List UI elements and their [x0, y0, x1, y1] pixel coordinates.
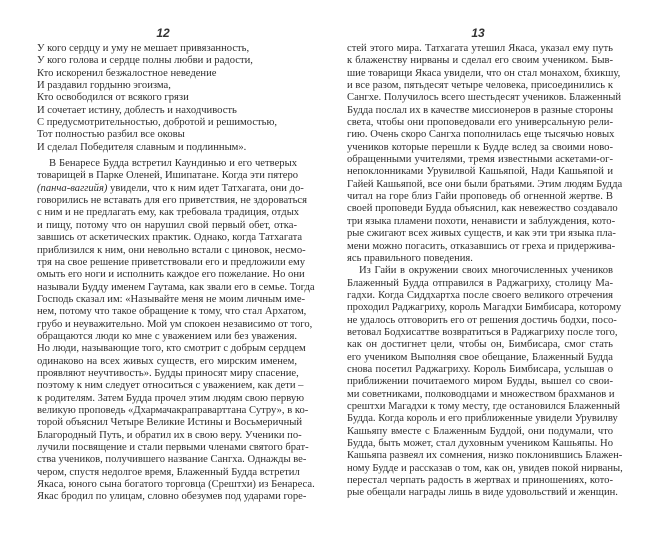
text-line: одинаково на всех живых существ, его мирским именем,	[37, 355, 297, 367]
text-line: стей этого мира. Татхагата утешил Якаса, указал ему путь	[347, 43, 613, 54]
text-line: рые обещали награды лишь в виде удовольствий и женщин.	[347, 487, 618, 499]
text-line: ми советниками, полководцами и множеством брахманов и	[347, 388, 615, 400]
text-line: великую проповедь «Дхармачакраправарттана Сутру», в ко-	[37, 404, 309, 416]
paragraph	[347, 265, 623, 500]
text-line: срештхи Магадхи к тому месту, где остановился Блаженный	[347, 400, 621, 412]
text-line: снова посетил Раджагриху. Король Бимбисара, услышав о	[347, 363, 613, 375]
text-line: называли Будду именем Гаутама, как звали его в семье. Тогда	[37, 281, 315, 293]
text-line: и пищу, потому что он нарушил свой первый обет, отка-	[37, 219, 297, 231]
text-line: Будда. Когда король и его приближенные увидели Урувилву	[347, 413, 618, 425]
text-line: Благородный Путь, и обратил их в свою веру. Ученики по-	[37, 429, 302, 441]
text-line: Сангхе. Получилось всего шестьдесят учеников. Блаженный	[347, 92, 622, 104]
text-line: к родителям. Затем Будда прочел этим людям свою первую	[37, 392, 305, 404]
text-line: В Бенаресе Будда встретил Каундинью и его четверых	[49, 158, 297, 170]
italic-term: (панча-ваггийя)	[37, 182, 108, 194]
paragraph	[37, 158, 315, 504]
text-line: Но люди, называющие того, кто смотрит с добрым сердцем	[37, 343, 306, 355]
text-line: Якаса, юного сына богатого торговца (Срештхи) из Бенареса.	[37, 479, 315, 491]
text-line: с ним и не предлагать ему, как требовала традиция, отдых	[37, 207, 300, 219]
text-line: ному Будде и рассказав о том, как он, увидев покой нирваны,	[347, 462, 623, 474]
text-line: и все разом, пятьдесят четыре человека, присоединились к	[347, 80, 613, 92]
paragraph	[347, 43, 623, 265]
text-line: перестал черпать радость в жертвах и приношениях, кото-	[347, 475, 613, 487]
text-line-with-italic: (панча-ваггийя) увидели, что к ним идет Татхагата, они до-	[37, 182, 304, 194]
left-page	[0, 0, 322, 540]
text-line: читал на горе близ Гайи проповедь об огненной жертве. В	[347, 191, 613, 203]
text-line: нем, потому что такое обращение к тому, что стал Архатом,	[37, 306, 307, 318]
text-line: своей проповеди Будда объяснил, как невежество создавало	[347, 203, 618, 215]
text-line: Гайей Кашьяпой, все они были братьями. Этим людям Будда	[347, 178, 623, 190]
poem-line: И раздавил гордыню эгоизма,	[37, 80, 171, 92]
text-line: не удалось отговорить его от решения достичь бодхи, посо-	[347, 314, 617, 326]
right-page	[322, 0, 647, 540]
poem-stanza	[37, 43, 297, 154]
text-line: учеников которые перешли к Будде вслед за своими ново-	[347, 141, 613, 153]
text-line: грубо и неуважительно. Мой ум спокоен независимо от того,	[37, 318, 313, 330]
text-line: чером, спустя недолгое время, Блаженный Будда встретил	[37, 466, 300, 478]
text-line: ветовал Бодхисаттве возвратиться в Раджагриху после того,	[347, 326, 618, 338]
text-line: света, чтобы они проповедовали его универсальную рели-	[347, 117, 613, 129]
text-line: три языка пламени похоти, ненависти и заблуждения, кото-	[347, 215, 616, 227]
text-line: Кашьяпа развеял их сомнения, низко поклонившись Блажен-	[347, 450, 623, 462]
text-line: Будда послал их в качестве миссионеров в разные стороны	[347, 104, 614, 116]
poem-line: Кто искоренил безжалостное неведение	[37, 67, 217, 79]
text-line: рые сжигают всех живых существ, и как эти три языка пла-	[347, 228, 616, 240]
page-number-left: 12	[156, 26, 170, 40]
text-line: приближении почитаемого миром Будды, вышел со свои-	[347, 376, 613, 388]
text-line: омыть его ноги и исполнить каждое его пожелание. Но они	[37, 269, 305, 281]
text-line: тря на свое решение приветствовали его и предложили ему	[37, 256, 305, 268]
right-page-text	[347, 43, 623, 500]
text-line: приблизился к ним, они невольно встали с циновок, несмо-	[37, 244, 306, 256]
text-line: проходил Раджагриху, король Магадхи Бимбисара, которому	[347, 302, 622, 314]
text-line: Господь сказал им: «Называйте меня не моим личным име-	[37, 293, 306, 305]
page-number-right: 13	[471, 26, 485, 40]
text-line: Будда, быть может, стал духовным учеником Кашьяпы. Но	[347, 438, 613, 449]
text-line: обращаются люди ко мне с уважением или без уважения.	[37, 330, 297, 342]
poem-line: И сделал Победителя славным и подлинным».	[37, 141, 247, 153]
text-line: к блаженству нирваны и сделал его своим учеником. Быв-	[347, 55, 613, 67]
poem-line: У кого голова и сердце полны любви и радости,	[37, 55, 253, 67]
text-line: гию. Очень скоро Сангха пополнилась еще тысячью новых	[347, 129, 615, 141]
text-line: торой объяснил Четыре Великие Истины и Восьмеричный	[37, 417, 303, 429]
poem-line: И сочетает истину, доблесть и находчивость	[37, 104, 237, 116]
text-line: проявляют неучтивость». Будды приносят миру спасение,	[37, 367, 299, 379]
text-line: обращенными учителями, тремя известными аскетами-ог-	[347, 154, 613, 166]
text-line: поэтому к ним следует относиться с уважением, как дети –	[37, 380, 304, 392]
text-line: товарищей в Парке Оленей, Ишипатане. Когда эти пятеро	[37, 170, 299, 182]
text-line: лучили посвящение и стали первыми членами святого брат-	[37, 442, 309, 453]
text-line: Из Гайи в окружении своих многочисленных учеников	[359, 265, 613, 277]
text-line: как он достигнет цели, чтобы он, Бимбисара, смог стать	[347, 339, 613, 351]
poem-line: С предусмотрительностью, добротой и решимостью,	[37, 117, 278, 129]
text-line: ясь правильного поведения.	[347, 252, 473, 264]
poem-line: Кто освободился от всякого грязи	[37, 92, 189, 104]
text-line: мени можно погасить, отказавшись от греха и придержива-	[347, 240, 616, 252]
text-line: завшись от аскетических практик. Однако, когда Татхагата	[37, 232, 303, 244]
text-line: гадхи. Когда Сиддхартха после своего великого отречения	[347, 289, 613, 301]
text-line: Кашьяпу вместе с Блаженным Буддой, они подумали, что	[347, 425, 613, 437]
poem-line: У кого сердцу и уму не мешает привязанность,	[37, 43, 250, 54]
text-line: Якас бродил по улицам, словно обезумев под ударами горе-	[37, 491, 307, 503]
text-line: Блаженный Будда отправился в Раджагриху, столицу Ма-	[347, 277, 613, 289]
text-line: его учеником Выполняя свое обещание, Блаженный Будда	[347, 351, 613, 363]
left-page-text	[37, 43, 315, 504]
text-line: непоклонниками Урувилвой Кашьяпой, Нади Кашьяпой и	[347, 166, 613, 178]
poem-line: Тот полностью разбил все оковы	[37, 129, 185, 141]
text-line: говорились не вставать для его приветствия, не здороваться	[37, 195, 307, 207]
text-line: ства учеников, получившего название Сангха. Однажды ве-	[37, 454, 307, 466]
text-line: шие товарищи Якаса увидели, что он стал монахом, бхикшу,	[347, 67, 621, 79]
